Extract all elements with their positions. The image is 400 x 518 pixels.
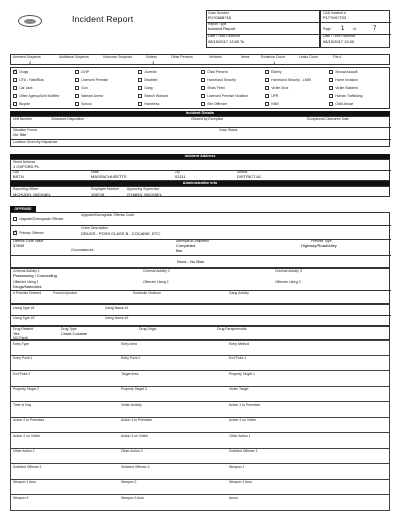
mo-field-label: Weapon 1 (229, 464, 245, 469)
upgrade-offense-row (13, 217, 63, 222)
situation-found-value: On Site (13, 132, 27, 137)
cad-label: CAD Incident # (323, 11, 346, 15)
flag-item (13, 86, 33, 91)
flag-label: Search Warrant (144, 93, 168, 98)
employee-number-value: 106718 (91, 191, 105, 197)
mo-field-label: Action 1 on Victim (229, 418, 257, 422)
flag-item (75, 102, 92, 107)
upgrade-offense-checkbox[interactable] (13, 217, 17, 221)
offense-tab[interactable]: OFFENSE (10, 206, 36, 212)
flag-checkbox[interactable] (75, 78, 79, 82)
cad-value: P17?K0?703 (323, 15, 347, 20)
domestic-violence-label: Domestic Violence (133, 291, 162, 295)
flag-checkbox[interactable] (329, 102, 333, 106)
flag-item (329, 86, 358, 91)
offender-using-2-label: Offender Using 2 (143, 280, 169, 284)
count-header-leaks: Leaks Count (299, 55, 319, 59)
criminal-activity-1-label: Criminal Activity 1 (13, 269, 40, 273)
district-label: District (237, 170, 248, 174)
location-given-label: Location Given By Dispatcher (13, 140, 58, 144)
zip-label: Zip (175, 170, 180, 174)
agency-logo-icon (18, 15, 42, 27)
flag-label: Elderly (271, 69, 282, 74)
date-reported-label: Date / Time Reported (323, 34, 356, 38)
flag-label: Warrant Arrest (81, 93, 103, 98)
district-value: DISTRICT A1 (237, 174, 262, 179)
flag-label: Victim Stabbed (335, 85, 358, 90)
flag-item (329, 102, 353, 107)
drug-paraphernalia-label: Drug Paraphernalia (217, 327, 247, 331)
flag-item (265, 86, 288, 91)
flag-checkbox[interactable] (13, 86, 17, 90)
mo-field-label: Solicited Offense 1 (229, 449, 258, 453)
primary-offense-label: Primary Offense (19, 230, 44, 235)
flag-label: Drugs (19, 69, 29, 74)
mo-row (10, 371, 390, 387)
flag-item (265, 70, 282, 75)
flag-label: Child Abuse (335, 101, 354, 106)
flag-label: Juvenile (144, 69, 157, 74)
page-current: 1 (341, 26, 345, 32)
flag-label: Victim Shot (271, 85, 289, 90)
date-reported-value: 08/19/2017 13:00 (323, 39, 355, 44)
criminal-activity-2-label: Criminal Activity 2 (143, 269, 170, 273)
mo-field-label: Weapon 3 Auto (121, 495, 145, 500)
flag-checkbox[interactable] (201, 86, 205, 90)
incident-details-panel (10, 116, 390, 147)
mo-field-label: Other Action 1 (229, 433, 251, 438)
flag-label: Other Agency/Unit Notified (19, 93, 60, 98)
flag-label: Human Trafficking (335, 93, 363, 98)
flag-checkbox[interactable] (138, 102, 142, 106)
offense-code-label: Offense Code Value (13, 239, 44, 243)
case-status-label: Case Status (219, 128, 238, 132)
flag-label: Disabled (144, 77, 158, 82)
mo-field-label: Entry Point 1 (13, 356, 33, 360)
case-number-value: R1?0668?18 (208, 15, 231, 20)
flag-checkbox[interactable] (75, 70, 79, 74)
flag-label: CFU - Hate/Bias (19, 77, 44, 82)
flag-label: Child Present (207, 69, 228, 74)
flag-label: Gun (81, 85, 88, 90)
count-header-file: File # (333, 55, 342, 59)
flag-label: DVIP (81, 69, 90, 74)
flag-checkbox[interactable] (201, 102, 205, 106)
flag-item (13, 102, 30, 107)
mo-field-label: Solicited Offense 3 (121, 464, 150, 469)
mo-row (10, 495, 390, 511)
premise-type-value: Highway/Road/Alley (301, 243, 337, 248)
mo-field-label: Property Target 3 (121, 387, 147, 391)
drug-related-label: Drug Related (13, 327, 33, 331)
mo-field-label: Time of Day (13, 402, 32, 407)
flag-checkbox[interactable] (75, 102, 79, 106)
approving-supervisor-label: Approving Supervisor (127, 187, 160, 191)
criminal-activity-1-value: Possessing / Concealing (13, 273, 57, 278)
mo-row (10, 340, 390, 356)
flag-label: Homeland Security (207, 77, 236, 82)
incident-address-bar: Incident Address (10, 154, 390, 159)
using-name-1-label: Using Name #1 (105, 306, 129, 310)
page-of: of (353, 27, 356, 31)
mo-row (10, 480, 390, 496)
mo-row (10, 402, 390, 418)
flag-item (138, 78, 157, 83)
unit-number-label: Unit Number (13, 117, 33, 121)
flag-label: Gang (144, 85, 153, 90)
flag-item (75, 86, 88, 91)
upgrade-code-label: Upgrade/Downgrade Offense Code (81, 213, 135, 217)
admin-info-panel (10, 186, 390, 197)
mo-field-label: Other Action 3 (121, 449, 143, 453)
flag-label: Sex Offender (207, 101, 228, 106)
mo-field-label: Weapon 3 (13, 495, 29, 500)
page-title: Incident Report (72, 14, 134, 24)
offense-code-value: 3?849 (13, 243, 25, 248)
report-type-label: Report Type (208, 22, 227, 26)
drug-panel (10, 326, 390, 340)
count-header-evidence: Evidence Count (261, 55, 285, 59)
count-header-additional: Additional Suspects (59, 55, 89, 59)
forced-injuction-label: Forced Injuction (53, 291, 78, 295)
count-header-other-persons: Other Persons (171, 55, 193, 59)
crime-description-value: DRUGS - POSS CLASS B - COCAINE, ETC. (81, 230, 162, 236)
flag-item (201, 94, 248, 99)
mo-field-label: Other Action 2 (13, 449, 35, 453)
flag-label: Shots Fired (207, 85, 225, 90)
count-header-victims: Victims (146, 55, 157, 59)
attempted-completed-value: Completed (176, 243, 196, 248)
state-label: State (91, 170, 99, 174)
incident-address-panel (10, 159, 390, 181)
flag-label: UPR (271, 93, 279, 98)
situation-found-label: Situation Found (13, 128, 37, 132)
flag-item (329, 78, 358, 83)
flag-item (138, 86, 152, 91)
flag-item (201, 78, 236, 83)
gang-activity-label: Gang Activity (229, 291, 249, 295)
count-header-unknown: Unknown Suspects (103, 55, 133, 59)
flag-item (138, 94, 168, 99)
upgrade-offense-label: Upgrade/Downgrade Offense (19, 216, 64, 221)
page-label: Page (323, 27, 331, 31)
flag-item (265, 94, 278, 99)
count-value-evidence: 1 (273, 60, 276, 65)
city-label: City (13, 170, 19, 174)
bias-value: None - No Bias (177, 259, 205, 264)
flag-checkbox[interactable] (265, 78, 269, 82)
mo-field-label: Weapon 1 Auto (13, 480, 37, 484)
flag-checkbox[interactable] (201, 70, 205, 74)
flag-label: Sexual Assault (335, 69, 358, 74)
flag-checkbox[interactable] (265, 102, 269, 106)
flag-checkbox[interactable] (75, 86, 79, 90)
using-type-1-label: Using Type #1 (13, 306, 35, 310)
criminal-activity-3-label: Criminal Activity 3 (275, 269, 302, 273)
street-label: Street Address (13, 160, 36, 164)
using-name-2-label: Using Name #2 (105, 316, 129, 320)
mo-field-label: Weapon 2 Auto (229, 480, 253, 484)
flag-item (201, 86, 225, 91)
mo-row (10, 418, 390, 434)
drug-type-value: Crack Cocaine (61, 331, 88, 336)
mo-field-label: Action 2 on Victim (13, 433, 41, 438)
mo-row (10, 464, 390, 480)
flag-item (329, 94, 362, 99)
flag-checkbox[interactable] (138, 86, 142, 90)
flag-item (138, 102, 159, 107)
mo-field-label: Victim Target (229, 387, 249, 391)
flag-checkbox[interactable] (201, 94, 205, 98)
flag-item (201, 70, 228, 75)
mo-field-label: Property Target 1 (229, 371, 255, 376)
mo-field-label: Action 3 to Premises (121, 418, 153, 422)
state-value: MASSACHUSETTS (91, 174, 127, 179)
premise-type-label: Premise Type (311, 239, 332, 243)
flag-item (265, 102, 279, 107)
mo-field-label: Action 1 to Premises (229, 402, 261, 407)
offense-panel (10, 212, 390, 268)
offender-using-1-label: Offender Using 1 (13, 280, 39, 284)
offender-using-1-value: Drugs/Narcotics (13, 284, 42, 289)
flag-label: Homeland Security - LM/B (271, 77, 311, 82)
mo-field-label: Action 2 to Premises (13, 418, 45, 422)
flag-item (138, 70, 157, 75)
flag-item (265, 78, 311, 83)
mo-field-label: Entry Area (121, 341, 137, 346)
mo-field-label: Arson (229, 495, 238, 500)
flag-label: Home Invasion (335, 77, 358, 82)
mo-row (10, 387, 390, 403)
flag-label: Licensed Premise Violation (207, 93, 249, 98)
flag-label: NIBV (271, 101, 280, 106)
flag-label: Car Jack (19, 85, 33, 90)
counts-row (10, 54, 390, 65)
mo-field-label: Entry Method (229, 341, 250, 346)
crime-description-label: Crime Description (81, 226, 108, 230)
premise-entered-label: # Premise Entered (13, 291, 42, 295)
count-header-arrested: Arrested Suspects (13, 55, 41, 59)
flag-checkbox[interactable] (138, 70, 142, 74)
flag-item (75, 94, 103, 99)
flag-label: Homeless (144, 101, 160, 106)
flag-checkbox[interactable] (329, 78, 333, 82)
using-panel (10, 304, 390, 326)
primary-offense-checkbox[interactable] (13, 231, 17, 235)
street-value: 1 OXFORD PL (13, 164, 40, 169)
date-occurred-value: 08/19/2017 13:00 To (208, 39, 245, 44)
mo-panel-label: MO Panel (13, 336, 29, 340)
flag-item (75, 70, 89, 75)
attempted-completed-label: Attempted/Completed (176, 239, 209, 243)
mo-row (10, 433, 390, 449)
drug-origin-label: Drug Origin (139, 327, 157, 331)
offender-using-3-label: Offender Using 3 (275, 280, 301, 284)
flag-checkbox[interactable] (75, 94, 79, 98)
exceptional-date-label: Exceptional Clearance Date (307, 117, 350, 121)
mo-field-label: Exit Point 1 (229, 356, 247, 360)
flags-panel (10, 67, 390, 109)
cleared-by-label: Cleared by Exception (191, 117, 224, 121)
flag-item (201, 102, 227, 107)
mo-row (10, 356, 390, 372)
clearance-label: Clearance Disposition (51, 117, 84, 121)
approving-supervisor-value: O'HARA, MICHAEL (127, 191, 162, 197)
drug-related-value: Yes (13, 331, 20, 336)
flag-label: School (81, 101, 92, 106)
flag-checkbox[interactable] (138, 78, 142, 82)
page-total: 7 (373, 26, 377, 32)
report-type-value: Incident Report (208, 26, 236, 31)
count-value-arrested: 2 (29, 60, 32, 65)
flag-checkbox[interactable] (329, 70, 333, 74)
count-header-items: Items (241, 55, 250, 59)
flag-checkbox[interactable] (265, 94, 269, 98)
count-header-vehicles: Vehicles (209, 55, 222, 59)
drug-type-label: Drug Type (61, 327, 77, 331)
mo-row (10, 449, 390, 465)
city-value: BSTN (13, 174, 24, 179)
flag-checkbox[interactable] (13, 78, 17, 82)
mo-field-label: Weapon 2 (121, 480, 137, 484)
mo-field-label: Property Target 2 (13, 387, 39, 391)
circumstances-value: Bar (176, 248, 183, 253)
date-occurred-label: Date / Time Occurred (208, 34, 241, 38)
criminal-activity-panel (10, 268, 390, 304)
flag-item (75, 78, 108, 83)
flag-checkbox[interactable] (13, 102, 17, 106)
count-value-victims: 1 (152, 60, 155, 65)
flag-checkbox[interactable] (329, 86, 333, 90)
flag-item (329, 70, 357, 75)
mo-field-label: Exit Point 2 (13, 371, 31, 376)
case-number-label: Case Number (208, 11, 229, 15)
flag-label: Bicycle (19, 101, 30, 106)
reporting-officer-value: MCHUGH, MICHAEL (13, 191, 52, 197)
circumstances-label: Circumstances (71, 248, 94, 252)
mo-field-label: Target Area (121, 371, 139, 376)
employee-number-label: Employee Number (91, 187, 120, 191)
zip-value: 02111 (175, 174, 186, 179)
header-case-box (206, 10, 320, 48)
flag-checkbox[interactable] (329, 94, 333, 98)
flag-checkbox[interactable] (201, 78, 205, 82)
flag-checkbox[interactable] (138, 94, 142, 98)
mo-field-label: Entry Point 2 (121, 356, 141, 360)
flag-checkbox[interactable] (265, 86, 269, 90)
flag-item (13, 70, 28, 75)
flag-item (13, 78, 44, 83)
flag-label: Licensed Premise (81, 77, 109, 82)
mo-field-label: Action 3 on Victim (121, 433, 149, 438)
mo-field-label: Solicited Offense 2 (13, 464, 42, 469)
flag-item (13, 94, 59, 99)
flag-checkbox[interactable] (13, 94, 17, 98)
using-type-2-label: Using Type #2 (13, 316, 35, 320)
incident-details-bar: Incident Details (10, 111, 390, 116)
primary-offense-row (13, 231, 44, 236)
mo-field-label: Victim Activity (121, 402, 142, 407)
flag-checkbox[interactable] (13, 70, 17, 74)
header-cad-box (320, 10, 390, 48)
admin-info-bar: Administrative Info (10, 181, 390, 186)
reporting-officer-label: Reporting Officer (13, 187, 39, 191)
flag-checkbox[interactable] (265, 70, 269, 74)
mo-field-label: Entry Type (13, 341, 30, 346)
